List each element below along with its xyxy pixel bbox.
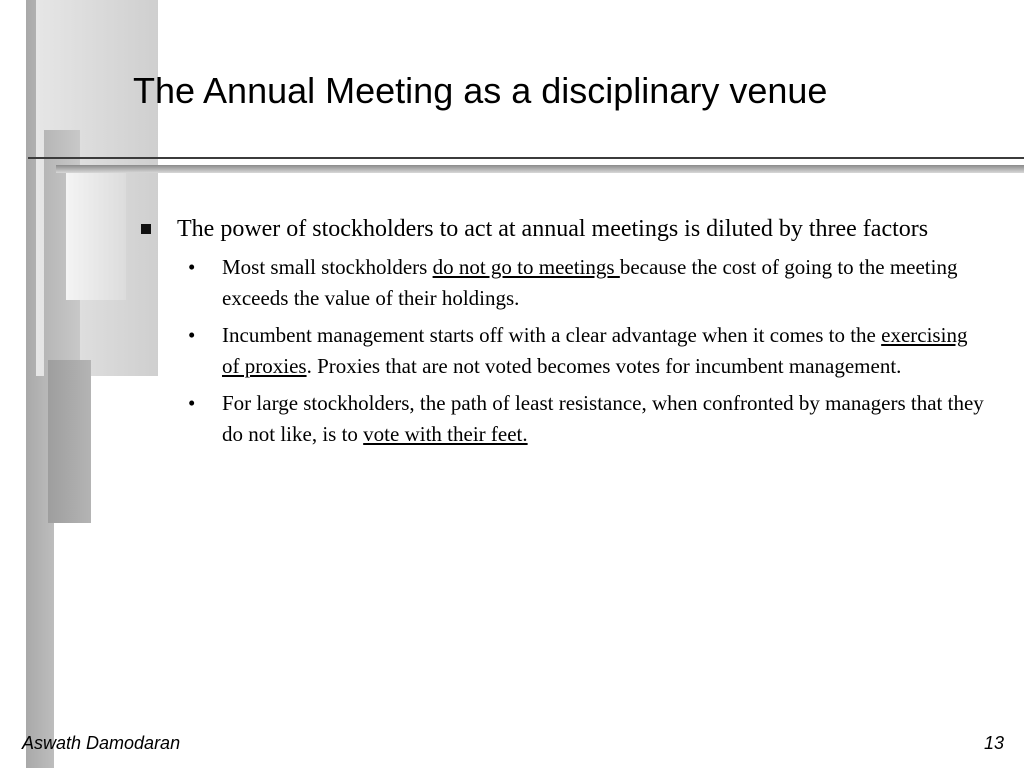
sub-bullet [140, 252, 990, 314]
underlined-phrase: exercising of proxies [222, 323, 968, 378]
sub-bullet-text: Incumbent management starts off with a clear advantage when it comes to the [222, 323, 882, 347]
footer-page-number: 13 [983, 733, 1004, 753]
slide-title: The Annual Meeting as a disciplinary venue [133, 70, 828, 111]
footer-author: Aswath Damodaran [22, 733, 181, 753]
underlined-phrase: do not go to meetings [432, 255, 620, 279]
sub-bullet [140, 320, 990, 382]
sub-bullet-text: because the cost of going to the meeting exceeds the value of their holdings. [222, 255, 958, 310]
slide-body [140, 212, 990, 456]
main-bullet [140, 212, 990, 246]
dot-bullet-icon: • [188, 391, 196, 415]
sub-bullet-text: . Proxies that are not voted becomes votes for incumbent management. [306, 354, 902, 378]
dot-bullet-icon: • [188, 323, 196, 347]
decor-bar [48, 360, 91, 523]
sub-bullet-text: Most small stockholders [222, 255, 433, 279]
dot-bullet-icon: • [188, 255, 196, 279]
sub-bullet-text: For large stockholders, the path of least resistance, when confronted by managers that they do not like, is to [222, 391, 984, 446]
sub-bullet-list [140, 252, 990, 450]
title-divider [28, 157, 1024, 159]
square-bullet-icon [141, 224, 151, 234]
title-divider-shadow [56, 165, 1024, 173]
main-bullet-text: The power of stockholders to act at annual meetings is diluted by three factors [177, 216, 929, 242]
sub-bullet [140, 388, 990, 450]
underlined-phrase: vote with their feet. [363, 422, 528, 446]
decor-bar [66, 170, 126, 300]
